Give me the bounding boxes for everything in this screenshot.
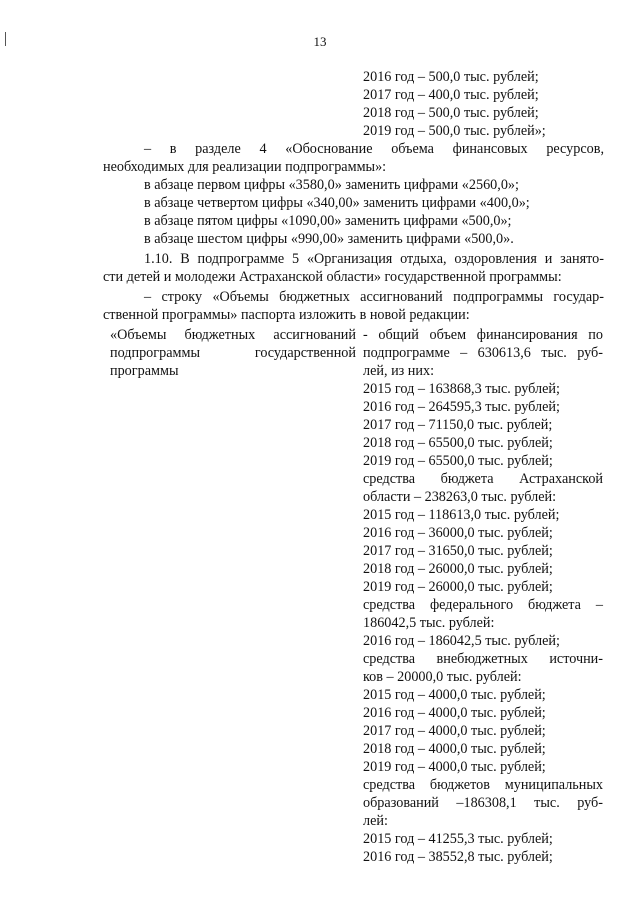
table-right-line: 2017 год – 71150,0 тыс. рублей;	[363, 417, 553, 433]
table-right-line: 2016 год – 186042,5 тыс. рублей;	[363, 633, 560, 649]
table-right-line: подпрограмме – 630613,6 тыс. руб-	[363, 345, 603, 361]
table-right-line: 2019 год – 65500,0 тыс. рублей;	[363, 453, 553, 469]
table-right-line: 2015 год – 163868,3 тыс. рублей;	[363, 381, 560, 397]
table-right-line: области – 238263,0 тыс. рублей:	[363, 489, 557, 505]
year-line: 2018 год – 500,0 тыс. рублей;	[363, 105, 539, 121]
year-line: 2019 год – 500,0 тыс. рублей»;	[363, 123, 546, 139]
table-left-line: «Объемы бюджетных ассигнований	[110, 327, 356, 343]
table-left-line: подпрограммы государственной	[110, 345, 356, 361]
table-right-line: лей:	[363, 813, 388, 829]
table-left-line: программы	[110, 363, 179, 379]
table-right-line: средства бюджета Астраханской	[363, 471, 603, 487]
paragraph-1-10-line: 1.10. В подпрограмме 5 «Организация отдыха, оздоровления и занято-	[144, 251, 604, 267]
table-right-line: 2016 год – 36000,0 тыс. рублей;	[363, 525, 553, 541]
table-right-line: образований –186308,1 тыс. руб-	[363, 795, 603, 811]
table-right-line: 186042,5 тыс. рублей:	[363, 615, 495, 631]
table-right-line: 2019 год – 4000,0 тыс. рублей;	[363, 759, 546, 775]
section4-item: в абзаце четвертом цифры «340,00» заменить цифрами «400,0»;	[144, 195, 530, 211]
table-right-line: средства внебюджетных источни-	[363, 651, 603, 667]
section4-item: в абзаце первом цифры «3580,0» заменить цифрами «2560,0»;	[144, 177, 519, 193]
paragraph-row-line: ственной программы» паспорта изложить в новой редакции:	[103, 307, 470, 323]
page-number: 13	[313, 34, 327, 49]
table-right-line: 2015 год – 118613,0 тыс. рублей;	[363, 507, 560, 523]
table-right-line: 2019 год – 26000,0 тыс. рублей;	[363, 579, 553, 595]
table-right-line: 2017 год – 4000,0 тыс. рублей;	[363, 723, 546, 739]
table-right-line: 2015 год – 41255,3 тыс. рублей;	[363, 831, 553, 847]
paragraph-1-10-line: сти детей и молодежи Астраханской области» государственной программы:	[103, 269, 562, 285]
table-right-line: лей, из них:	[363, 363, 435, 379]
year-line: 2016 год – 500,0 тыс. рублей;	[363, 69, 539, 85]
table-right-line: средства бюджетов муниципальных	[363, 777, 603, 793]
table-right-line: 2015 год – 4000,0 тыс. рублей;	[363, 687, 546, 703]
table-right-line: - общий объем финансирования по	[363, 327, 603, 343]
section4-line: – в разделе 4 «Обоснование объема финансовых ресурсов,	[144, 141, 604, 157]
section4-item: в абзаце пятом цифры «1090,00» заменить цифрами «500,0»;	[144, 213, 512, 229]
table-right-line: 2016 год – 264595,3 тыс. рублей;	[363, 399, 560, 415]
section4-item: в абзаце шестом цифры «990,00» заменить цифрами «500,0».	[144, 231, 514, 247]
table-right-line: 2018 год – 4000,0 тыс. рублей;	[363, 741, 546, 757]
section4-line: необходимых для реализации подпрограммы»:	[103, 159, 387, 175]
table-right-line: 2016 год – 38552,8 тыс. рублей;	[363, 849, 553, 865]
table-right-line: ков – 20000,0 тыс. рублей:	[363, 669, 522, 685]
year-line: 2017 год – 400,0 тыс. рублей;	[363, 87, 539, 103]
paragraph-row-line: – строку «Объемы бюджетных ассигнований подпрограммы государ-	[144, 289, 604, 305]
table-right-line: средства федерального бюджета –	[363, 597, 603, 613]
table-right-line: 2016 год – 4000,0 тыс. рублей;	[363, 705, 546, 721]
table-right-line: 2018 год – 26000,0 тыс. рублей;	[363, 561, 553, 577]
table-right-line: 2017 год – 31650,0 тыс. рублей;	[363, 543, 553, 559]
table-right-line: 2018 год – 65500,0 тыс. рублей;	[363, 435, 553, 451]
